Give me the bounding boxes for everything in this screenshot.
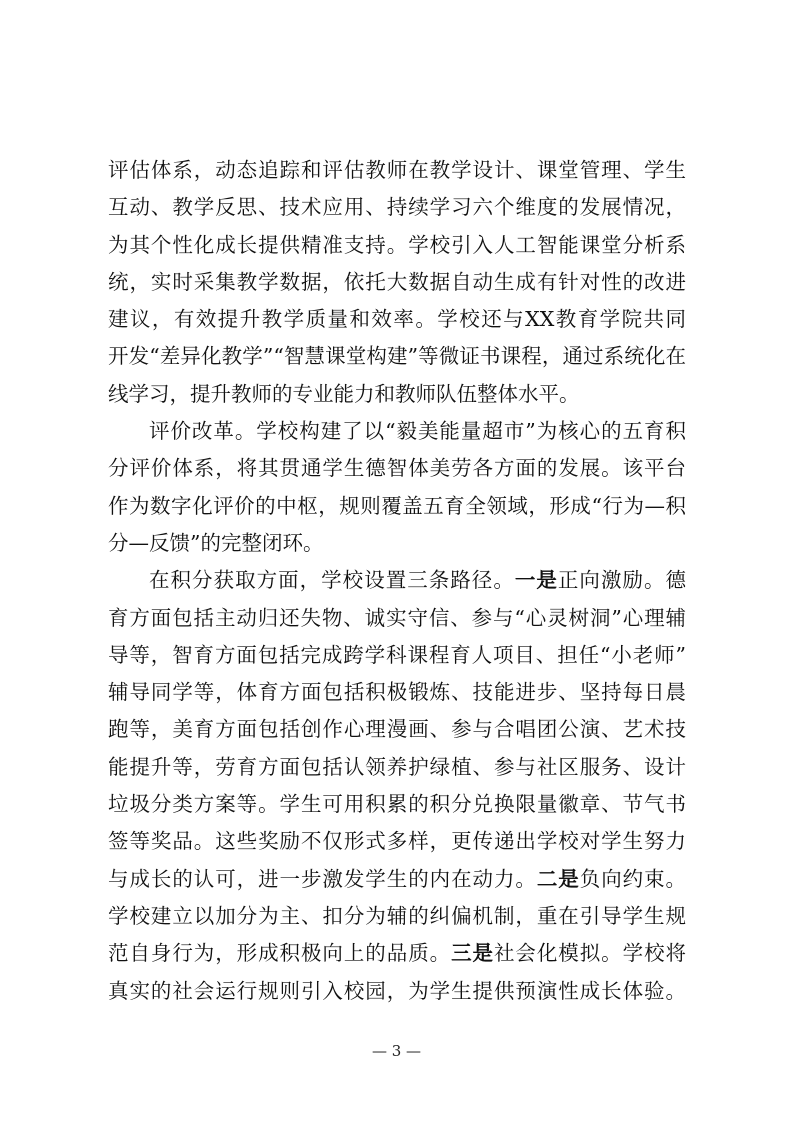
text-line: 线学习，提升教师的专业能力和教师队伍整体水平。 xyxy=(108,381,580,406)
text-line: 辅导同学等，体育方面包括积极锻炼、技能进步、坚持每日晨 xyxy=(108,680,686,705)
text-line: 育方面包括主动归还失物、诚实守信、参与“心灵树洞”心理辅 xyxy=(108,605,686,630)
text-line: 开发“差异化教学”“智慧课堂构建”等微证书课程，通过系统化在 xyxy=(108,344,686,369)
text-line: 导等，智育方面包括完成跨学科课程育人项目、担任“小老师” xyxy=(108,642,686,667)
text-line: 学校建立以加分为主、扣分为辅的纠偏机制，重在引导学生规 xyxy=(108,903,686,928)
text-line: 评价改革。学校构建了以“毅美能量超市”为核心的五育积 xyxy=(149,419,686,444)
text-run: 范自身行为，形成积极向上的品质。 xyxy=(108,941,452,966)
text-run: 正向激励。德 xyxy=(557,568,687,593)
text-line: 作为数字化评价的中枢，规则覆盖五育全领域，形成“行为—积 xyxy=(108,493,686,518)
emphasis-text: 二是 xyxy=(536,866,580,891)
text-line: 跑等，美育方面包括创作心理漫画、参与合唱团公演、艺术技 xyxy=(108,717,686,742)
text-line: 为其个性化成长提供精准支持。学校引入人工智能课堂分析系 xyxy=(108,232,686,257)
text-line xyxy=(108,861,686,898)
page-number: — 3 — xyxy=(371,1042,422,1060)
text-line: 建议，有效提升教学质量和效率。学校还与XX教育学院共同 xyxy=(108,307,686,332)
text-line: 评估体系，动态追踪和评估教师在教学设计、课堂管理、学生 xyxy=(108,158,686,182)
text-line: 真实的社会运行规则引入校园，为学生提供预演性成长体验。 xyxy=(108,978,686,1003)
text-line: 统，实时采集教学数据，依托大数据自动生成有针对性的改进 xyxy=(108,269,686,294)
text-line xyxy=(108,935,686,972)
text-run: 社会化模拟。学校将 xyxy=(493,941,687,966)
emphasis-text: 一是 xyxy=(514,568,558,593)
text-run: 负向约束。 xyxy=(579,866,687,891)
text-line xyxy=(108,562,686,599)
text-run: 在积分获取方面，学校设置三条路径。 xyxy=(149,568,515,593)
text-run: 与成长的认可，进一步激发学生的内在动力。 xyxy=(108,866,537,891)
text-line: 签等奖品。这些奖励不仅形式多样，更传递出学校对学生努力 xyxy=(108,829,686,854)
emphasis-text: 三是 xyxy=(451,941,494,966)
text-line: 垃圾分类方案等。学生可用积累的积分兑换限量徽章、节气书 xyxy=(108,792,686,817)
text-line: 分—反馈”的完整闭环。 xyxy=(108,530,324,555)
text-line: 互动、教学反思、技术应用、持续学习六个维度的发展情况， xyxy=(108,195,686,220)
text-line: 分评价体系，将其贯通学生德智体美劳各方面的发展。该平台 xyxy=(108,456,686,481)
body-text xyxy=(108,152,686,1010)
text-line: 能提升等，劳育方面包括认领养护绿植、参与社区服务、设计 xyxy=(108,754,686,779)
